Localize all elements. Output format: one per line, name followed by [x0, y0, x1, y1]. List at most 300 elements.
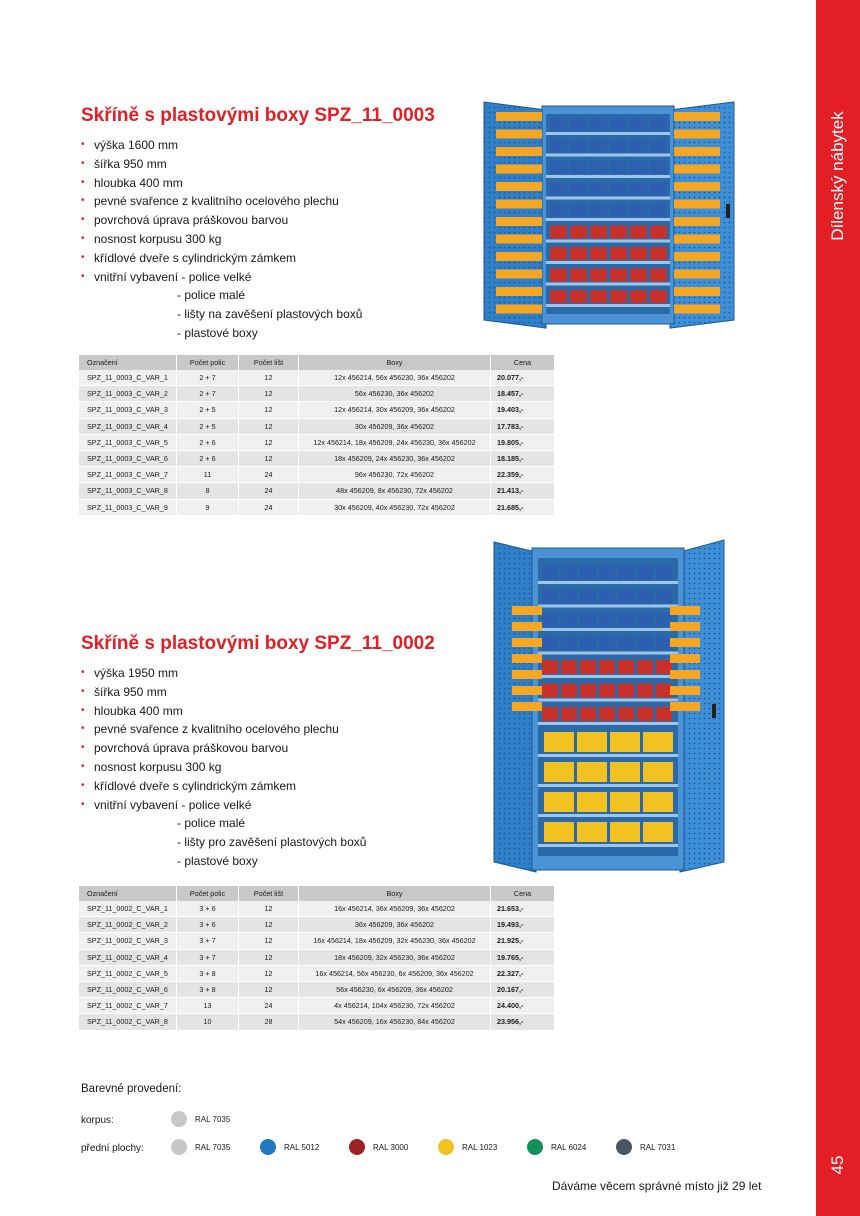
storage-bin: [561, 684, 577, 698]
storage-bin: [590, 247, 607, 260]
spec-text: hloubka 400 mm: [94, 175, 183, 190]
spec-text: povrchová úprava práškovou barvou: [94, 741, 289, 756]
door-bin: [670, 638, 700, 647]
table-row: [79, 467, 555, 483]
spec-item: [81, 249, 441, 268]
table-cell: SPZ_11_0002_C_VAR_5: [79, 966, 177, 982]
storage-bin: [570, 290, 587, 303]
door-bin: [496, 235, 542, 244]
table-cell: 12: [239, 386, 299, 402]
storage-bin: [650, 204, 667, 217]
storage-bin: [610, 247, 627, 260]
storage-bin: [599, 707, 615, 721]
shelf: [546, 197, 670, 200]
door-bin: [670, 654, 700, 663]
table-cell: SPZ_11_0003_C_VAR_7: [79, 467, 177, 483]
spec-item: [81, 174, 441, 193]
table-cell: 2 + 7: [177, 370, 239, 386]
storage-bin: [618, 684, 634, 698]
storage-bin: [630, 204, 647, 217]
bullet-icon: •: [81, 760, 85, 772]
storage-bin: [542, 684, 558, 698]
spec-item: [81, 268, 441, 287]
storage-bin: [542, 590, 558, 604]
storage-bin: [561, 566, 577, 580]
storage-bin: [590, 204, 607, 217]
table-row: [79, 435, 555, 451]
table-cell: 2 + 7: [177, 386, 239, 402]
storage-bin: [570, 183, 587, 196]
storage-bin: [610, 732, 640, 752]
table-cell: 48x 456209, 8x 456230, 72x 456202: [299, 483, 491, 499]
spec-item: [81, 211, 441, 230]
color-label: RAL 6024: [551, 1143, 587, 1152]
storage-bin: [542, 707, 558, 721]
storage-bin: [637, 684, 653, 698]
table-cell: 12x 456214, 30x 456209, 36x 456202: [299, 402, 491, 418]
table-row: [79, 402, 555, 418]
spec-subitem: - lišty na zavěšení plastových boxů: [177, 307, 363, 322]
storage-bin: [580, 566, 596, 580]
storage-bin: [544, 822, 574, 842]
table-cell: 21.685,-: [491, 500, 555, 516]
table-cell: SPZ_11_0003_C_VAR_6: [79, 451, 177, 467]
door-bin: [674, 287, 720, 296]
table-cell: SPZ_11_0002_C_VAR_4: [79, 950, 177, 966]
table-cell: 10: [177, 1014, 239, 1030]
storage-bin: [630, 183, 647, 196]
shelf: [538, 628, 678, 631]
storage-bin: [580, 684, 596, 698]
column-header: Počet lišt: [239, 355, 299, 370]
price-table-spz-11-0003: [79, 355, 555, 516]
table-cell: SPZ_11_0003_C_VAR_5: [79, 435, 177, 451]
table-cell: 16x 456214, 18x 456209, 32x 456230, 36x 456202: [299, 933, 491, 949]
spec-text: vnitřní vybavení - police velké: [94, 269, 252, 284]
storage-bin: [650, 269, 667, 282]
product-1-specs: [81, 136, 441, 343]
column-header: Boxy: [299, 355, 491, 370]
spec-text: povrchová úprava práškovou barvou: [94, 213, 289, 228]
table-row: [79, 451, 555, 467]
price-table-spz-11-0002: [79, 886, 555, 1031]
table-cell: 18.185,-: [491, 451, 555, 467]
korpus-label: korpus:: [81, 1115, 114, 1126]
table-cell: 12: [239, 370, 299, 386]
storage-bin: [590, 118, 607, 131]
shelf: [538, 675, 678, 678]
storage-bin: [577, 792, 607, 812]
table-cell: 22.359,-: [491, 467, 555, 483]
storage-bin: [544, 732, 574, 752]
door-bin: [512, 670, 542, 679]
storage-bin: [643, 822, 673, 842]
table-cell: SPZ_11_0002_C_VAR_8: [79, 1014, 177, 1030]
spec-item: [81, 192, 441, 211]
color-label: RAL 3000: [373, 1143, 409, 1152]
storage-bin: [542, 637, 558, 651]
door-bin: [670, 686, 700, 695]
bullet-icon: •: [81, 723, 85, 735]
storage-bin: [610, 204, 627, 217]
storage-bin: [656, 613, 672, 627]
storage-bin: [550, 204, 567, 217]
door-bin: [496, 182, 542, 191]
spec-text: hloubka 400 mm: [94, 703, 183, 718]
storage-bin: [630, 118, 647, 131]
spec-text: nosnost korpusu 300 kg: [94, 759, 222, 774]
storage-bin: [599, 590, 615, 604]
column-header: Počet polic: [177, 355, 239, 370]
door-bin: [512, 638, 542, 647]
storage-bin: [656, 590, 672, 604]
shelf: [546, 218, 670, 221]
spec-text: šířka 950 mm: [94, 156, 167, 171]
door-bin: [496, 165, 542, 174]
storage-bin: [618, 637, 634, 651]
storage-bin: [643, 792, 673, 812]
table-cell: 24: [239, 467, 299, 483]
storage-bin: [580, 613, 596, 627]
table-cell: SPZ_11_0002_C_VAR_6: [79, 982, 177, 998]
table-row: [79, 998, 555, 1014]
table-cell: 4x 456214, 104x 456230, 72x 456202: [299, 998, 491, 1014]
storage-bin: [630, 161, 647, 174]
door-bin: [674, 147, 720, 156]
storage-bin: [630, 269, 647, 282]
page-number-text: 45: [828, 1155, 847, 1175]
table-cell: SPZ_11_0003_C_VAR_3: [79, 402, 177, 418]
storage-bin: [550, 226, 567, 239]
storage-bin: [590, 140, 607, 153]
color-label: RAL 1023: [462, 1143, 498, 1152]
spec-item: [81, 664, 441, 683]
table-cell: 2 + 6: [177, 451, 239, 467]
color-swatch-front: [349, 1139, 365, 1155]
storage-bin: [610, 792, 640, 812]
storage-bin: [599, 684, 615, 698]
table-cell: 56x 456230, 6x 456209, 36x 456202: [299, 982, 491, 998]
product-2-specs: [81, 664, 441, 871]
table-cell: 54x 456209, 16x 456230, 84x 456202: [299, 1014, 491, 1030]
door-bin: [674, 112, 720, 121]
table-row: [79, 1014, 555, 1030]
storage-bin: [577, 732, 607, 752]
bullet-icon: •: [81, 176, 85, 188]
color-swatch-korpus: [171, 1111, 187, 1127]
shelf: [546, 261, 670, 264]
table-cell: 30x 456209, 36x 456202: [299, 419, 491, 435]
door-bin: [674, 130, 720, 139]
table-cell: 11: [177, 467, 239, 483]
storage-bin: [656, 566, 672, 580]
storage-bin: [570, 118, 587, 131]
spec-item: [81, 230, 441, 249]
storage-bin: [561, 707, 577, 721]
spec-text: šířka 950 mm: [94, 684, 167, 699]
spec-text: výška 1950 mm: [94, 666, 179, 680]
storage-bin: [610, 161, 627, 174]
shelf: [546, 304, 670, 307]
table-cell: 12: [239, 451, 299, 467]
spec-item: [81, 720, 441, 739]
door-bin: [496, 287, 542, 296]
storage-bin: [550, 269, 567, 282]
table-row: [79, 901, 555, 917]
bullet-icon: •: [81, 798, 85, 810]
product-1-title: Skříně s plastovými boxy SPZ_11_0003: [81, 105, 435, 126]
table-cell: SPZ_11_0003_C_VAR_9: [79, 500, 177, 516]
column-header: Počet polic: [177, 886, 239, 901]
bullet-icon: •: [81, 704, 85, 716]
door-bin: [670, 670, 700, 679]
column-header: Cena: [491, 886, 555, 901]
storage-bin: [650, 226, 667, 239]
table-cell: 12: [239, 435, 299, 451]
table-body: [79, 901, 555, 1031]
table-cell: 3 + 6: [177, 917, 239, 933]
table-cell: 24: [239, 998, 299, 1014]
storage-bin: [637, 707, 653, 721]
spec-text: výška 1600 mm: [94, 138, 179, 152]
shelf: [546, 132, 670, 135]
shelf: [538, 814, 678, 817]
storage-bin: [650, 290, 667, 303]
table-cell: SPZ_11_0002_C_VAR_3: [79, 933, 177, 949]
storage-bin: [650, 161, 667, 174]
table-cell: 19.805,-: [491, 435, 555, 451]
storage-bin: [550, 140, 567, 153]
storage-bin: [550, 183, 567, 196]
category-label: [816, 0, 860, 290]
color-label: RAL 5012: [284, 1143, 320, 1152]
spec-item: [81, 739, 441, 758]
storage-bin: [550, 247, 567, 260]
door-bin: [496, 305, 542, 314]
product-2-title: Skříně s plastovými boxy SPZ_11_0002: [81, 633, 435, 654]
storage-bin: [618, 613, 634, 627]
storage-bin: [577, 822, 607, 842]
storage-bin: [590, 226, 607, 239]
shelf: [538, 844, 678, 847]
spec-subitem: - lišty pro zavěšení plastových boxů: [177, 835, 367, 850]
bullet-icon: •: [81, 139, 85, 150]
storage-bin: [542, 660, 558, 674]
door-bin: [674, 217, 720, 226]
table-cell: 23.956,-: [491, 1014, 555, 1030]
spec-subitem: - plastové boxy: [177, 853, 258, 868]
spec-item: [81, 777, 441, 796]
table-row: [79, 370, 555, 386]
table-row: [79, 933, 555, 949]
spec-text: křídlové dveře s cylindrickým zámkem: [94, 250, 297, 265]
spec-text: pevné svařence z kvalitního ocelového plechu: [94, 722, 339, 737]
table-cell: 36x 456209, 36x 456202: [299, 917, 491, 933]
spec-text: pevné svařence z kvalitního ocelového plechu: [94, 194, 339, 209]
door-bin: [496, 270, 542, 279]
table-cell: 21.413,-: [491, 483, 555, 499]
door-bin: [496, 217, 542, 226]
color-swatch-front: [260, 1139, 276, 1155]
color-swatch-front: [438, 1139, 454, 1155]
spec-item: [81, 683, 441, 702]
spec-item: [81, 796, 441, 815]
table-cell: SPZ_11_0002_C_VAR_7: [79, 998, 177, 1014]
storage-bin: [618, 707, 634, 721]
table-cell: 12: [239, 419, 299, 435]
cabinet-spz-11-0002-image: [492, 536, 736, 876]
table-row: [79, 950, 555, 966]
storage-bin: [610, 290, 627, 303]
table-body: [79, 370, 555, 516]
door-bin: [496, 252, 542, 261]
color-label: RAL 7035: [195, 1143, 231, 1152]
storage-bin: [618, 566, 634, 580]
storage-bin: [542, 613, 558, 627]
door-bin: [674, 252, 720, 261]
storage-bin: [544, 762, 574, 782]
column-header: Cena: [491, 355, 555, 370]
table-row: [79, 386, 555, 402]
storage-bin: [610, 226, 627, 239]
shelf: [538, 784, 678, 787]
storage-bin: [577, 762, 607, 782]
door-bin: [670, 622, 700, 631]
spec-item: [81, 702, 441, 721]
door-bin: [674, 235, 720, 244]
table-cell: 2 + 5: [177, 402, 239, 418]
door-bin: [512, 606, 542, 615]
table-cell: 12x 456214, 18x 456209, 24x 456230, 36x 456202: [299, 435, 491, 451]
tagline: Dáváme věcem správné místo již 29 let: [552, 1179, 762, 1193]
table-cell: SPZ_11_0002_C_VAR_1: [79, 901, 177, 917]
cabinet-spz-11-0003-image: [482, 100, 736, 330]
storage-bin: [637, 566, 653, 580]
category-text: Dílenský nábytek: [828, 111, 847, 241]
storage-bin: [544, 792, 574, 812]
storage-bin: [637, 660, 653, 674]
table-cell: 19.493,-: [491, 917, 555, 933]
table-cell: 56x 456230, 36x 456202: [299, 386, 491, 402]
table-header-row: [79, 355, 555, 370]
spec-text: vnitřní vybavení - police velké: [94, 797, 252, 812]
shelf: [546, 175, 670, 178]
door-bin: [674, 182, 720, 191]
storage-bin: [630, 140, 647, 153]
storage-bin: [618, 590, 634, 604]
table-row: [79, 966, 555, 982]
storage-bin: [550, 118, 567, 131]
door-bin: [670, 702, 700, 711]
shelf: [538, 581, 678, 584]
shelf: [538, 605, 678, 608]
storage-bin: [570, 204, 587, 217]
table-cell: 12: [239, 982, 299, 998]
table-cell: 12: [239, 901, 299, 917]
bullet-icon: •: [81, 157, 85, 169]
storage-bin: [650, 140, 667, 153]
storage-bin: [637, 613, 653, 627]
storage-bin: [590, 269, 607, 282]
color-swatch-front: [527, 1139, 543, 1155]
table-cell: 3 + 8: [177, 966, 239, 982]
spec-item: [81, 136, 441, 155]
table-cell: 21.653,-: [491, 901, 555, 917]
table-row: [79, 982, 555, 998]
storage-bin: [610, 118, 627, 131]
storage-bin: [656, 684, 672, 698]
table-cell: 3 + 7: [177, 950, 239, 966]
table-cell: 16x 456214, 36x 456209, 36x 456202: [299, 901, 491, 917]
table-cell: 18.457,-: [491, 386, 555, 402]
storage-bin: [610, 269, 627, 282]
storage-bin: [630, 247, 647, 260]
storage-bin: [570, 226, 587, 239]
storage-bin: [599, 660, 615, 674]
storage-bin: [570, 247, 587, 260]
storage-bin: [630, 226, 647, 239]
color-swatch-front: [171, 1139, 187, 1155]
door-bin: [496, 147, 542, 156]
table-cell: 30x 456209, 40x 456230, 72x 456202: [299, 500, 491, 516]
table-cell: 16x 456214, 56x 456230, 6x 456209, 36x 456202: [299, 966, 491, 982]
storage-bin: [550, 161, 567, 174]
bullet-icon: •: [81, 195, 85, 207]
table-cell: 19.403,-: [491, 402, 555, 418]
table-cell: 17.783,-: [491, 419, 555, 435]
table-cell: 22.327,-: [491, 966, 555, 982]
door-bin: [512, 686, 542, 695]
storage-bin: [656, 707, 672, 721]
storage-bin: [610, 183, 627, 196]
door-bin: [674, 165, 720, 174]
storage-bin: [643, 732, 673, 752]
table-cell: 96x 456230, 72x 456202: [299, 467, 491, 483]
storage-bin: [599, 566, 615, 580]
table-cell: 18x 456209, 32x 456230, 36x 456202: [299, 950, 491, 966]
column-header: Boxy: [299, 886, 491, 901]
table-cell: 19.765,-: [491, 950, 555, 966]
table-cell: 24: [239, 500, 299, 516]
storage-bin: [637, 637, 653, 651]
storage-bin: [570, 161, 587, 174]
column-header: Označení: [79, 886, 177, 901]
table-cell: 2 + 6: [177, 435, 239, 451]
storage-bin: [570, 269, 587, 282]
storage-bin: [561, 660, 577, 674]
table-cell: 9: [177, 500, 239, 516]
table-cell: 20.077,-: [491, 370, 555, 386]
storage-bin: [590, 161, 607, 174]
color-swatch-front: [616, 1139, 632, 1155]
table-cell: 3 + 7: [177, 933, 239, 949]
table-cell: 2 + 5: [177, 419, 239, 435]
table-row: [79, 500, 555, 516]
door-bin: [512, 654, 542, 663]
spec-text: křídlové dveře s cylindrickým zámkem: [94, 778, 297, 793]
table-cell: 12: [239, 402, 299, 418]
spec-text: nosnost korpusu 300 kg: [94, 231, 222, 246]
storage-bin: [610, 762, 640, 782]
storage-bin: [561, 637, 577, 651]
storage-bin: [580, 660, 596, 674]
bullet-icon: •: [81, 685, 85, 697]
storage-bin: [650, 247, 667, 260]
front-label: přední plochy:: [81, 1143, 144, 1154]
table-cell: 3 + 6: [177, 901, 239, 917]
door-bin: [496, 200, 542, 209]
spec-subitem: - police malé: [177, 816, 246, 831]
